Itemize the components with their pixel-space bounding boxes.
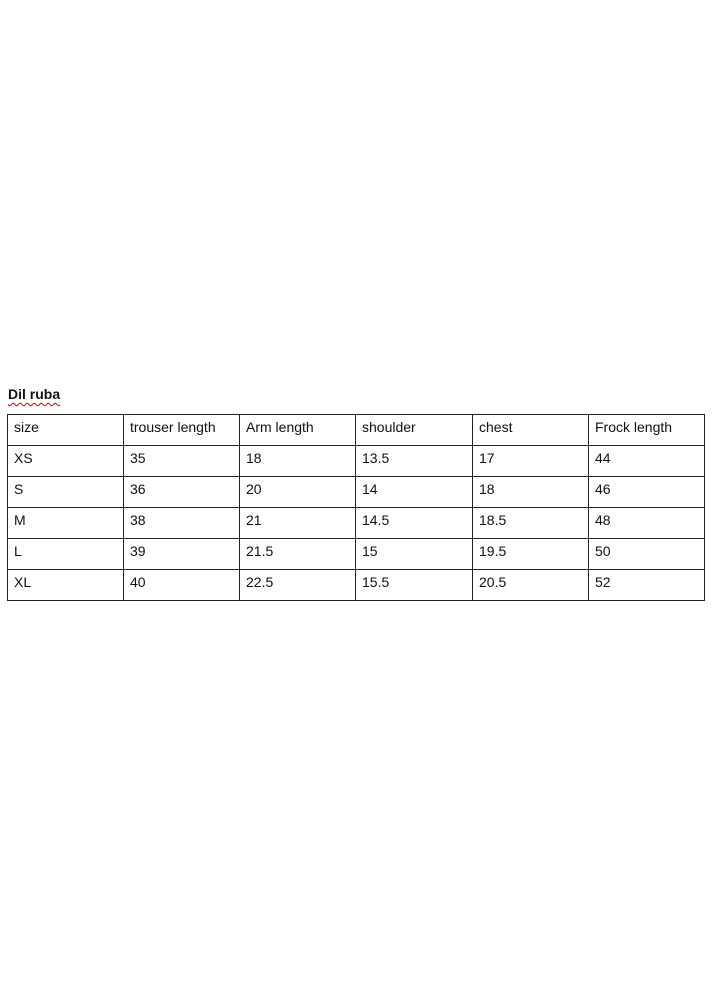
table-cell: 36 (124, 477, 240, 508)
table-cell: 15.5 (356, 570, 473, 601)
table-row (8, 508, 705, 539)
table-cell: 21.5 (240, 539, 356, 570)
table-cell: 14.5 (356, 508, 473, 539)
header-cell-frock-length: Frock length (589, 415, 705, 446)
header-cell-trouser-length: trouser length (124, 415, 240, 446)
table-row (8, 477, 705, 508)
table-cell: 38 (124, 508, 240, 539)
document-title: Dil ruba (8, 386, 61, 402)
table-cell: XL (8, 570, 124, 601)
table-cell: 20.5 (473, 570, 589, 601)
table-row (8, 539, 705, 570)
table-cell: L (8, 539, 124, 570)
table-cell: 13.5 (356, 446, 473, 477)
table-cell: 18.5 (473, 508, 589, 539)
table-cell: 52 (589, 570, 705, 601)
table-cell: 19.5 (473, 539, 589, 570)
header-cell-arm-length: Arm length (240, 415, 356, 446)
table-cell: 48 (589, 508, 705, 539)
size-chart-table (7, 414, 705, 601)
table-cell: 39 (124, 539, 240, 570)
table-row (8, 446, 705, 477)
table-cell: 15 (356, 539, 473, 570)
header-cell-shoulder: shoulder (356, 415, 473, 446)
table-cell: M (8, 508, 124, 539)
table-cell: 20 (240, 477, 356, 508)
table-row (8, 570, 705, 601)
table-cell: 44 (589, 446, 705, 477)
table-cell: XS (8, 446, 124, 477)
table-cell: 22.5 (240, 570, 356, 601)
header-cell-size: size (8, 415, 124, 446)
table-cell: 21 (240, 508, 356, 539)
table-cell: 14 (356, 477, 473, 508)
table-cell: 17 (473, 446, 589, 477)
table-cell: 50 (589, 539, 705, 570)
table-cell: 35 (124, 446, 240, 477)
table-cell: 40 (124, 570, 240, 601)
table-cell: 18 (240, 446, 356, 477)
table-cell: 18 (473, 477, 589, 508)
table-cell: S (8, 477, 124, 508)
header-cell-chest: chest (473, 415, 589, 446)
table-cell: 46 (589, 477, 705, 508)
table-header-row (8, 415, 705, 446)
